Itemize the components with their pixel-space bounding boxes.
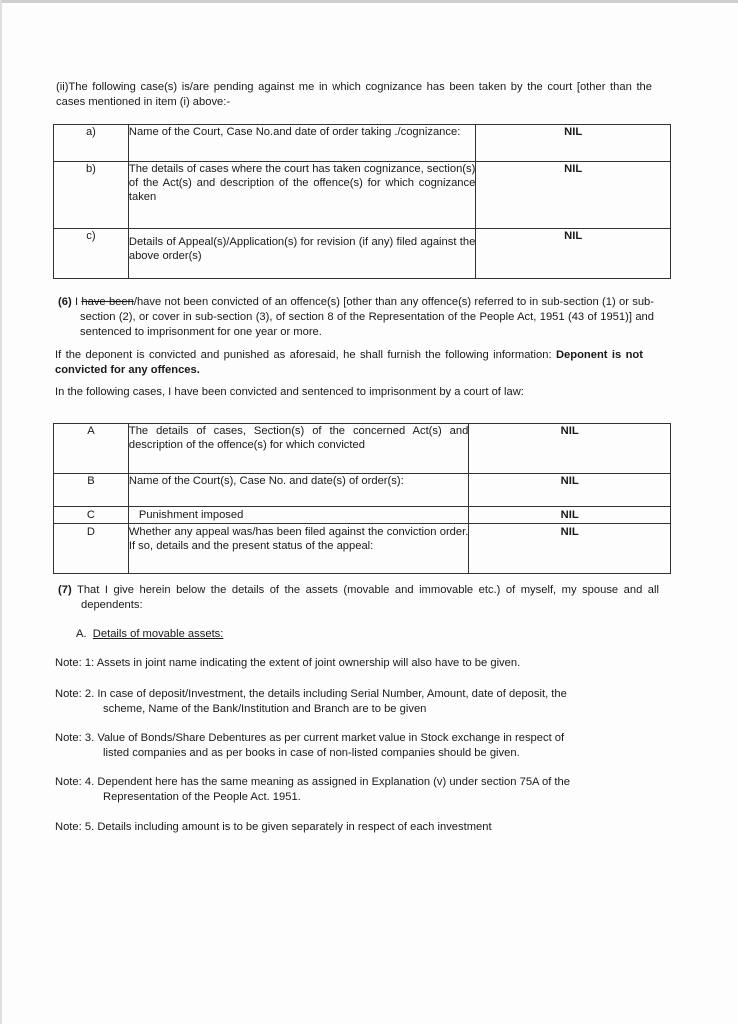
row-key: c) xyxy=(54,229,129,279)
row-description: Punishment imposed xyxy=(128,507,468,524)
row-description: Name of the Court, Case No.and date of order taking ./cognizance: xyxy=(128,125,476,162)
row-key: A xyxy=(54,424,129,474)
row-value: NIL xyxy=(469,524,671,574)
section-a-heading: A. Details of movable assets: xyxy=(76,628,224,640)
page-left-edge xyxy=(0,0,2,1024)
row-key: a) xyxy=(54,125,129,162)
row-value: NIL xyxy=(469,424,671,474)
item-7-assets-statement: (7) That I give herein below the details of the assets (movable and immovable etc.) of myself, my spouse and all dependents: xyxy=(58,584,659,611)
table-row xyxy=(54,524,671,574)
row-value: NIL xyxy=(469,507,671,524)
row-value: NIL xyxy=(469,474,671,507)
table-row xyxy=(54,125,671,162)
deponent-status: Deponent is not convicted for any offences. xyxy=(55,349,643,376)
table-row xyxy=(54,507,671,524)
note-3: Note: 3. Value of Bonds/Share Debentures as per current market value in Stock exchange in respect of listed companies and as per books in case of non-listed companies should be given. xyxy=(55,732,565,759)
row-key: B xyxy=(54,474,129,507)
row-value: NIL xyxy=(476,229,671,279)
note-5: Note: 5. Details including amount is to be given separately in respect of each investment xyxy=(55,821,492,833)
table-row xyxy=(54,424,671,474)
note-1: Note: 1: Assets in joint name indicating the extent of joint ownership will also have to be given. xyxy=(55,657,521,669)
row-value: NIL xyxy=(476,162,671,229)
page-top-edge xyxy=(0,0,738,3)
table-row xyxy=(54,229,671,279)
pending-cases-table xyxy=(53,124,671,279)
row-description: Details of Appeal(s)/Application(s) for revision (if any) filed against the above order(s) xyxy=(128,229,476,279)
row-description: The details of cases, Section(s) of the concerned Act(s) and description of the offence(s) for which convicted xyxy=(128,424,468,474)
table-row xyxy=(54,474,671,507)
item-6-conviction-statement: (6) I have been/have not been convicted of an offence(s) [other than any offence(s) referred to in sub-section (1) or sub-section (2), or cover in sub-section (3), of section 8 of the Representation of the People Act, 1951 (43 of 1951)] and sentenced to imprisonment for one year or more. xyxy=(58,296,654,338)
note-4: Note: 4. Dependent here has the same meaning as assigned in Explanation (v) under section 75A of the Representation of the People Act. 1951. xyxy=(55,776,570,803)
row-key: b) xyxy=(54,162,129,229)
row-description: The details of cases where the court has taken cognizance, section(s) of the Act(s) and description of the offence(s) for which cognizance taken xyxy=(128,162,476,229)
note-2: Note: 2. In case of deposit/Investment, the details including Serial Number, Amount, date of deposit, the scheme, Name of the Bank/Institution and Branch are to be given xyxy=(55,688,567,715)
row-key: D xyxy=(54,524,129,574)
row-key: C xyxy=(54,507,129,524)
struck-text: have been xyxy=(81,296,134,308)
convicted-information-note: If the deponent is convicted and punished as aforesaid, he shall furnish the following information: Deponent is not convicted for any offences. xyxy=(55,349,643,376)
convicted-cases-intro: In the following cases, I have been convicted and sentenced to imprisonment by a court of law: xyxy=(55,386,524,398)
row-description: Whether any appeal was/has been filed against the conviction order. If so, details and the present status of the appeal: xyxy=(128,524,468,574)
table-row xyxy=(54,162,671,229)
row-description: Name of the Court(s), Case No. and date(s) of order(s): xyxy=(128,474,468,507)
conviction-table xyxy=(53,423,671,574)
row-value: NIL xyxy=(476,125,671,162)
pending-cases-intro: (ii)The following case(s) is/are pending against me in which cognizance has been taken by the court [other than the cases mentioned in item (i) above:- xyxy=(56,81,652,108)
